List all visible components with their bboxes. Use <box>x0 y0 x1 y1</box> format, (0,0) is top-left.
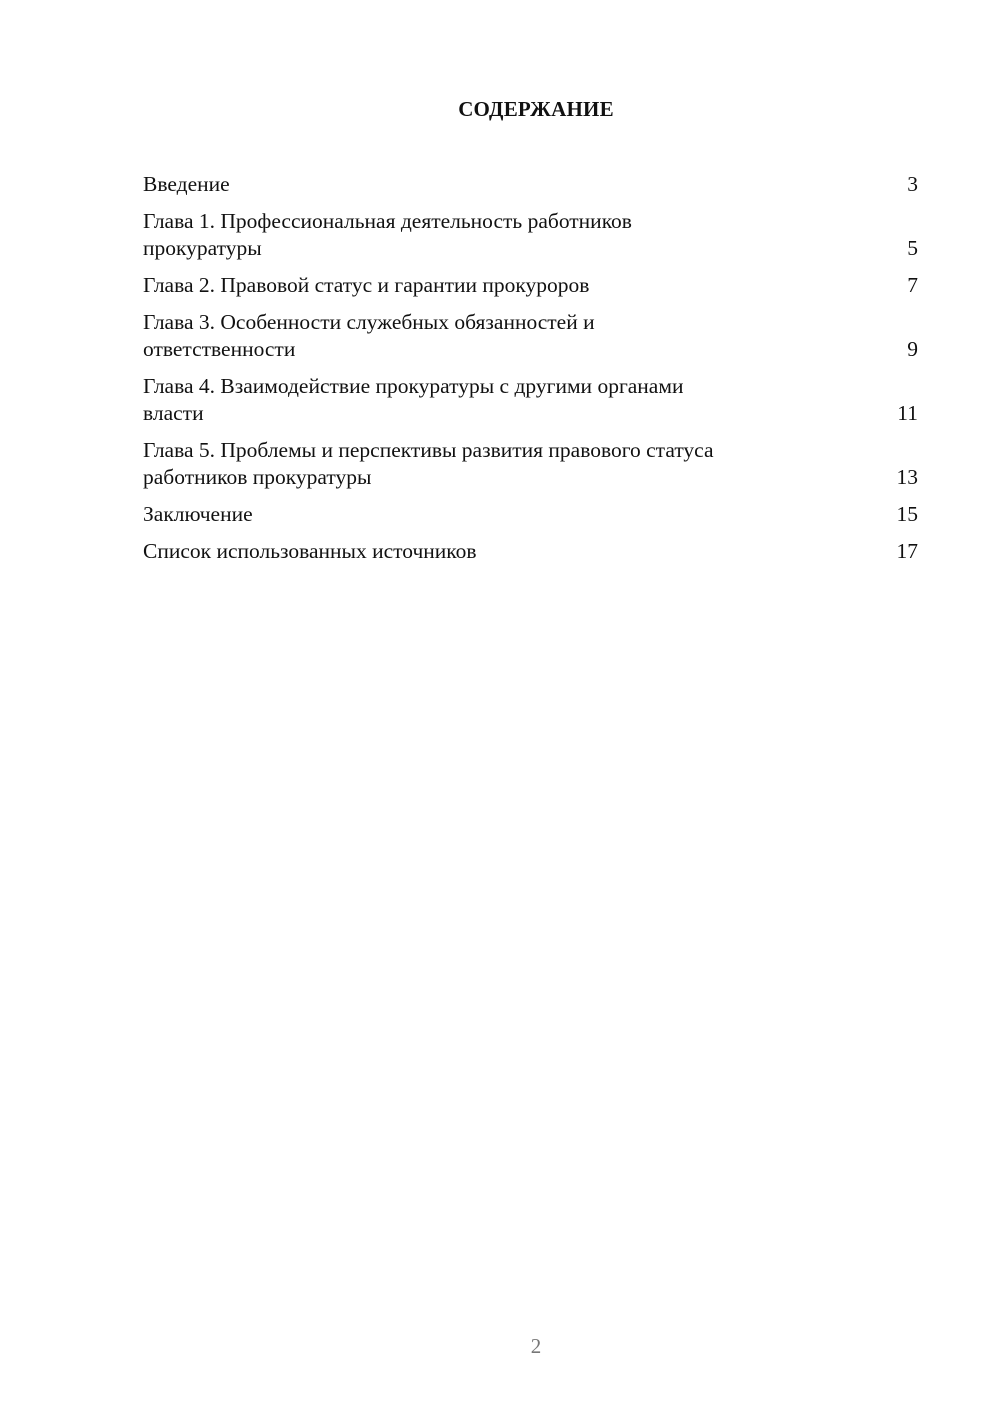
toc-entry-label: Глава 4. Взаимодействие прокуратуры с другими органами <box>143 374 684 398</box>
toc-entry-page: 5 <box>907 236 918 260</box>
toc-entry-page: 7 <box>907 273 918 297</box>
toc-entry-label: Заключение <box>143 502 253 526</box>
toc-entry-label: Введение <box>143 172 230 196</box>
toc-entry-page: 15 <box>896 502 918 526</box>
toc-entry-label-cont: работников прокуратуры <box>143 465 372 489</box>
table-of-contents <box>143 171 918 575</box>
page-number: 2 <box>530 1334 542 1358</box>
toc-entry-chapter-5 <box>143 437 918 491</box>
toc-entry-label: Список использованных источников <box>143 539 477 563</box>
toc-entry-label: Глава 1. Профессиональная деятельность работников <box>143 209 632 233</box>
toc-entry-label: Глава 3. Особенности служебных обязанностей и <box>143 310 595 334</box>
toc-entry-chapter-4 <box>143 373 918 427</box>
toc-entry-label-cont: власти <box>143 401 204 425</box>
toc-entry-page: 11 <box>897 401 918 425</box>
toc-entry-page: 17 <box>896 539 918 563</box>
toc-entry-page: 9 <box>907 337 918 361</box>
toc-entry-chapter-1 <box>143 208 918 262</box>
toc-entry-chapter-2 <box>143 272 918 299</box>
toc-title: СОДЕРЖАНИЕ <box>458 97 614 121</box>
toc-entry-label-cont: прокуратуры <box>143 236 262 260</box>
toc-entry-chapter-3 <box>143 309 918 363</box>
toc-entry-references <box>143 538 918 565</box>
toc-entry-page: 3 <box>907 172 918 196</box>
toc-entry-label: Глава 2. Правовой статус и гарантии прокуроров <box>143 273 590 297</box>
toc-entry-label-cont: ответственности <box>143 337 296 361</box>
toc-entry-label: Глава 5. Проблемы и перспективы развития правового статуса <box>143 438 714 462</box>
toc-entry-page: 13 <box>896 465 918 489</box>
toc-entry-conclusion <box>143 501 918 528</box>
toc-entry-introduction <box>143 171 918 198</box>
